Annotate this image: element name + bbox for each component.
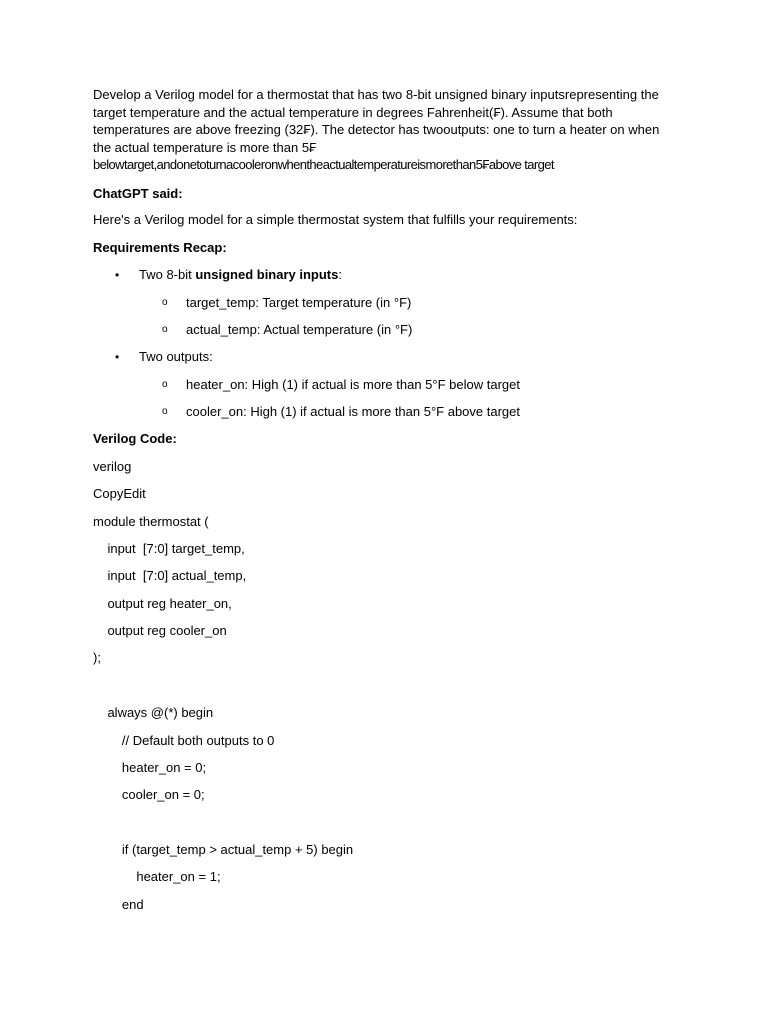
- sub-bullet-output-2: cooler_on: High (1) if actual is more than 5°F above target: [186, 404, 520, 419]
- code-line: always @(*) begin: [93, 705, 214, 720]
- code-line: );: [93, 650, 101, 665]
- prompt-line: target temperature and the actual temperature in degrees Fahrenheit(₣). Assume that both: [93, 104, 613, 120]
- sub-bullet-input-2: actual_temp: Actual temperature (in °F): [186, 322, 413, 337]
- prompt-line: temperatures are above freezing (32₣). The detector has twooutputs: one to turn a heater on when: [93, 122, 660, 137]
- code-line: end: [93, 897, 144, 912]
- bullet-inputs-prefix: Two 8-bit: [139, 267, 196, 282]
- prompt-line: belowtarget,andonetoturnacooleronwhentheactualtemperatureismorethan5₣above target: [93, 157, 554, 172]
- copy-edit-label: CopyEdit: [93, 486, 146, 501]
- bullet-inputs: [139, 267, 342, 283]
- code-line: if (target_temp > actual_temp + 5) begin: [93, 842, 354, 857]
- bullet-inputs-bold: unsigned binary inputs: [195, 267, 339, 282]
- code-language-label: verilog: [93, 459, 132, 474]
- code-line: output reg cooler_on: [93, 623, 227, 638]
- chatgpt-said-label: ChatGPT said:: [93, 186, 183, 201]
- bullet-dot-icon: •: [115, 350, 120, 364]
- bullet-circle-icon: o: [162, 324, 168, 335]
- requirements-heading: Requirements Recap:: [93, 240, 227, 255]
- sub-bullet-input-1: target_temp: Target temperature (in °F): [186, 295, 412, 310]
- code-line: input [7:0] actual_temp,: [93, 568, 247, 583]
- code-line: cooler_on = 0;: [93, 787, 205, 802]
- bullet-outputs: Two outputs:: [139, 349, 213, 364]
- code-line: // Default both outputs to 0: [93, 733, 275, 748]
- bullet-circle-icon: o: [162, 406, 168, 417]
- bullet-dot-icon: •: [115, 268, 120, 282]
- bullet-inputs-suffix: :: [338, 267, 342, 282]
- code-line: heater_on = 1;: [93, 869, 221, 884]
- user-prompt: [93, 86, 683, 174]
- code-heading: Verilog Code:: [93, 431, 177, 446]
- intro-text: Here's a Verilog model for a simple thermostat system that fulfills your requirements:: [93, 212, 578, 227]
- code-line: input [7:0] target_temp,: [93, 541, 245, 556]
- prompt-line: Develop a Verilog model for a thermostat that has two 8-bit unsigned binary inputsrepresenting the: [93, 87, 659, 102]
- bullet-circle-icon: o: [162, 297, 168, 308]
- sub-bullet-output-1: heater_on: High (1) if actual is more than 5°F below target: [186, 377, 520, 392]
- code-line: module thermostat (: [93, 514, 209, 529]
- bullet-circle-icon: o: [162, 379, 168, 390]
- code-line: heater_on = 0;: [93, 760, 207, 775]
- prompt-line: the actual temperature is more than 5₣: [93, 139, 317, 155]
- code-line: output reg heater_on,: [93, 596, 232, 611]
